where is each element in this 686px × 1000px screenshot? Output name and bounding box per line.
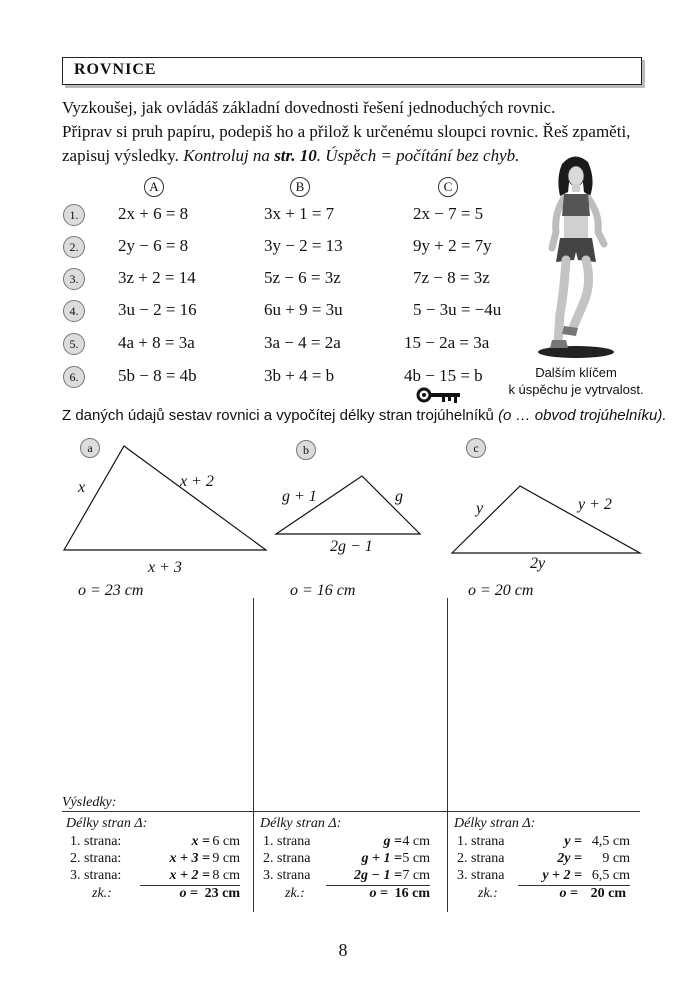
- result-value: 6 cm: [212, 834, 240, 849]
- result-expr: y + 2 =: [542, 868, 582, 883]
- result-label: 1. strana: [263, 834, 311, 849]
- result-expr: 2g − 1 =: [354, 868, 402, 883]
- column-label-c: C: [438, 177, 458, 197]
- triangle-c: [448, 480, 648, 560]
- triangle-a-right-side: x + 2: [180, 473, 214, 490]
- equation-b: 3a − 4 = 2a: [264, 333, 341, 352]
- equation-c: 7z − 8 = 3z: [413, 268, 490, 287]
- triangle-c-right-side: y + 2: [578, 496, 612, 513]
- result-value: 8 cm: [212, 868, 240, 883]
- page-number: 8: [338, 940, 348, 960]
- runner-caption: [508, 364, 644, 398]
- check-label: zk.:: [478, 886, 498, 901]
- triangle-badge-a: a: [80, 438, 100, 458]
- task-instruction: [62, 407, 666, 424]
- result-label: 2. strana:: [70, 851, 122, 866]
- result-value: 6,5 cm: [591, 868, 630, 883]
- result-value: 7 cm: [402, 868, 430, 883]
- check-expr: o =: [179, 886, 198, 901]
- triangle-c-left-side: y: [476, 500, 484, 517]
- triangle-badge-c: c: [466, 438, 486, 458]
- results-subheading: Délky stran Δ:: [260, 816, 342, 831]
- equation-a: 3u − 2 = 16: [118, 300, 197, 319]
- column-divider: [253, 598, 254, 912]
- equation-b: 3x + 1 = 7: [264, 204, 335, 223]
- equation-b: 6u + 9 = 3u: [264, 300, 343, 319]
- result-label: 3. strana:: [70, 868, 122, 883]
- row-number: 1.: [63, 204, 85, 226]
- triangle-a: [60, 440, 270, 560]
- check-expr: o =: [369, 886, 388, 901]
- equation-c: 4b − 15 = b: [404, 366, 483, 385]
- equation-b: 5z − 6 = 3z: [264, 268, 341, 287]
- result-expr: g =: [383, 834, 402, 849]
- row-number: 5.: [63, 333, 85, 355]
- row-number: 3.: [63, 268, 85, 290]
- triangle-a-base: x + 3: [148, 559, 182, 576]
- triangle-a-perimeter: o = 23 cm: [78, 582, 144, 599]
- check-label: zk.:: [92, 886, 112, 901]
- result-value: 4 cm: [402, 834, 430, 849]
- check-expr: o =: [559, 886, 578, 901]
- results-heading: Výsledky:: [62, 795, 117, 810]
- result-expr: x =: [191, 834, 210, 849]
- result-label: 3. strana: [263, 868, 311, 883]
- triangle-badge-b: b: [296, 440, 316, 460]
- equation-c: 5 − 3u = −4u: [413, 300, 502, 319]
- runner-illustration: [526, 152, 626, 362]
- equation-a: 3z + 2 = 14: [118, 268, 196, 287]
- result-expr: y =: [564, 834, 582, 849]
- triangle-b-perimeter: o = 16 cm: [290, 582, 356, 599]
- column-label-a: A: [144, 177, 164, 197]
- equation-c: 9y + 2 = 7y: [413, 236, 492, 255]
- results-rule: [62, 811, 640, 812]
- check-value: 20 cm: [590, 886, 626, 901]
- column-label-b: B: [290, 177, 310, 197]
- row-number: 2.: [63, 236, 85, 258]
- key-icon: [412, 386, 466, 404]
- triangle-b-left-side: g + 1: [282, 488, 317, 505]
- equation-b: 3y − 2 = 13: [264, 236, 343, 255]
- result-value: 5 cm: [402, 851, 430, 866]
- triangle-c-base: 2y: [530, 555, 546, 572]
- intro-line-3: [62, 145, 519, 167]
- task-paren: (o … obvod trojúhelníku).: [498, 407, 667, 424]
- equation-a: 5b − 8 = 4b: [118, 366, 197, 385]
- result-expr: g + 1 =: [361, 851, 402, 866]
- result-label: 3. strana: [457, 868, 505, 883]
- triangle-c-perimeter: o = 20 cm: [468, 582, 534, 599]
- result-value: 9 cm: [212, 851, 240, 866]
- result-label: 1. strana:: [70, 834, 122, 849]
- result-expr: 2y =: [557, 851, 582, 866]
- triangle-b-base: 2g − 1: [330, 538, 373, 555]
- result-expr: x + 3 =: [169, 851, 210, 866]
- equation-b: 3b + 4 = b: [264, 366, 335, 385]
- row-number: 6.: [63, 366, 85, 388]
- intro-line-2: Připrav si pruh papíru, podepiš ho a přilož k určenému sloupci rovnic. Řeš zpaměti,: [62, 122, 631, 141]
- caption-line-2: k úspěchu je vytrvalost.: [508, 382, 644, 397]
- caption-line-1: Dalším klíčem: [535, 365, 617, 380]
- result-expr: x + 2 =: [169, 868, 210, 883]
- result-label: 2. strana: [263, 851, 311, 866]
- results-subheading: Délky stran Δ:: [454, 816, 536, 831]
- triangle-b-right-side: g: [395, 488, 403, 505]
- result-value: 9 cm: [602, 851, 630, 866]
- equation-a: 4a + 8 = 3a: [118, 333, 195, 352]
- results-subheading: Délky stran Δ:: [66, 816, 148, 831]
- section-title: ROVNICE: [74, 61, 157, 78]
- result-label: 1. strana: [457, 834, 505, 849]
- column-divider: [447, 598, 448, 912]
- check-value: 16 cm: [394, 886, 430, 901]
- check-label: zk.:: [285, 886, 305, 901]
- intro-text: zapisuj výsledky.: [62, 146, 179, 165]
- equation-c: 15 − 2a = 3a: [404, 333, 490, 352]
- equation-c: 2x − 7 = 5: [413, 204, 484, 223]
- result-label: 2. strana: [457, 851, 505, 866]
- triangle-a-left-side: x: [78, 479, 86, 496]
- equation-a: 2y − 6 = 8: [118, 236, 189, 255]
- equation-a: 2x + 6 = 8: [118, 204, 189, 223]
- intro-page-ref: str. 10: [274, 146, 317, 165]
- result-value: 4,5 cm: [591, 834, 630, 849]
- intro-italic-2: . Úspěch = počítání bez chyb.: [316, 146, 520, 165]
- row-number: 4.: [63, 300, 85, 322]
- task-text: Z daných údajů sestav rovnici a vypočítej délky stran trojúhelníků: [62, 407, 494, 424]
- check-value: 23 cm: [204, 886, 240, 901]
- intro-italic: Kontroluj na: [183, 146, 270, 165]
- intro-line-1: Vyzkoušej, jak ovládáš základní dovednosti řešení jednoduchých rovnic.: [62, 98, 556, 117]
